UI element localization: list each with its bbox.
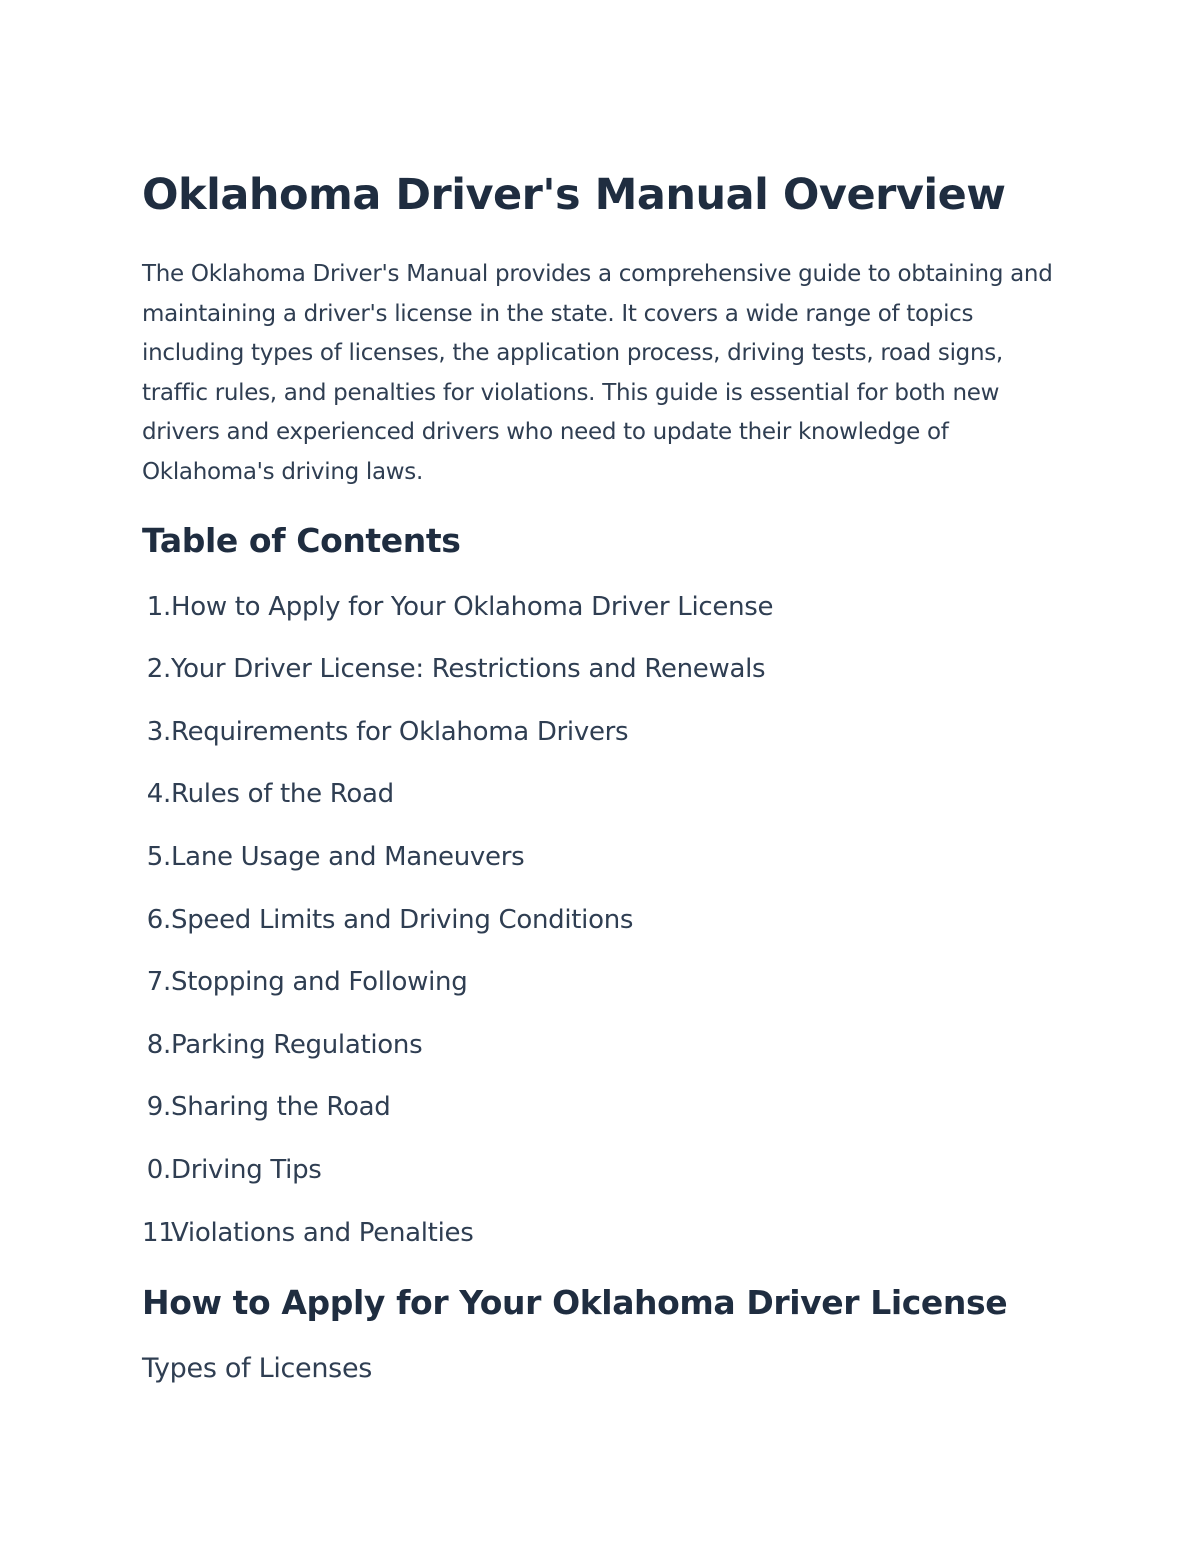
- toc-item-number: 4.: [146, 779, 171, 810]
- toc-item-label: Requirements for Oklahoma Drivers: [171, 716, 629, 747]
- toc-item-number: 6.: [146, 904, 171, 935]
- toc-item-sharing-road[interactable]: [142, 1089, 1072, 1152]
- toc-item-label: Stopping and Following: [171, 967, 468, 998]
- toc-item-label: Your Driver License: Restrictions and Renewals: [171, 654, 766, 685]
- subsection-heading-types: Types of Licenses: [142, 1353, 373, 1385]
- toc-heading: Table of Contents: [142, 520, 461, 560]
- toc-item-number: 0.: [146, 1154, 171, 1185]
- toc-item-label: Lane Usage and Maneuvers: [171, 841, 525, 872]
- toc-item-number: 11.: [142, 1217, 183, 1248]
- toc-item-rules-of-road[interactable]: [142, 776, 1072, 839]
- toc-item-number: 8.: [146, 1029, 171, 1060]
- toc-item-speed-limits[interactable]: [142, 902, 1072, 965]
- intro-paragraph: The Oklahoma Driver's Manual provides a comprehensive guide to obtaining and maintaining a driver's license in the state. It covers a wide range of topics including types of licenses, the application process, driving tests, road signs, traffic rules, and penalties for violations. This guide is essential for both new drivers and experienced drivers who need to update their knowledge of Oklahoma's driving laws.: [142, 261, 1053, 485]
- toc-item-label: Violations and Penalties: [171, 1217, 474, 1248]
- toc-item-number: 9.: [146, 1092, 171, 1123]
- toc-item-apply[interactable]: [142, 589, 1072, 652]
- toc-item-label: Parking Regulations: [171, 1029, 423, 1060]
- toc-item-lane-usage[interactable]: [142, 839, 1072, 902]
- table-of-contents: [142, 589, 1072, 1278]
- section-heading-apply: How to Apply for Your Oklahoma Driver License: [142, 1283, 1008, 1323]
- toc-item-requirements[interactable]: [142, 714, 1072, 777]
- page-title: Oklahoma Driver's Manual Overview: [142, 170, 1006, 220]
- toc-item-label: How to Apply for Your Oklahoma Driver License: [171, 591, 774, 622]
- document-page: [142, 168, 1072, 1387]
- toc-item-number: 2.: [146, 654, 171, 685]
- toc-item-label: Speed Limits and Driving Conditions: [171, 904, 634, 935]
- toc-item-number: 7.: [146, 967, 171, 998]
- toc-item-label: Driving Tips: [171, 1154, 322, 1185]
- toc-item-driving-tips[interactable]: [142, 1152, 1072, 1215]
- toc-item-stopping-following[interactable]: [142, 964, 1072, 1027]
- toc-item-parking[interactable]: [142, 1027, 1072, 1090]
- toc-item-label: Sharing the Road: [171, 1092, 391, 1123]
- toc-item-restrictions-renewals[interactable]: [142, 651, 1072, 714]
- toc-item-label: Rules of the Road: [171, 779, 394, 810]
- toc-item-violations[interactable]: [142, 1215, 1072, 1278]
- toc-item-number: 5.: [146, 841, 171, 872]
- toc-item-number: 1.: [146, 591, 171, 622]
- toc-item-number: 3.: [146, 716, 171, 747]
